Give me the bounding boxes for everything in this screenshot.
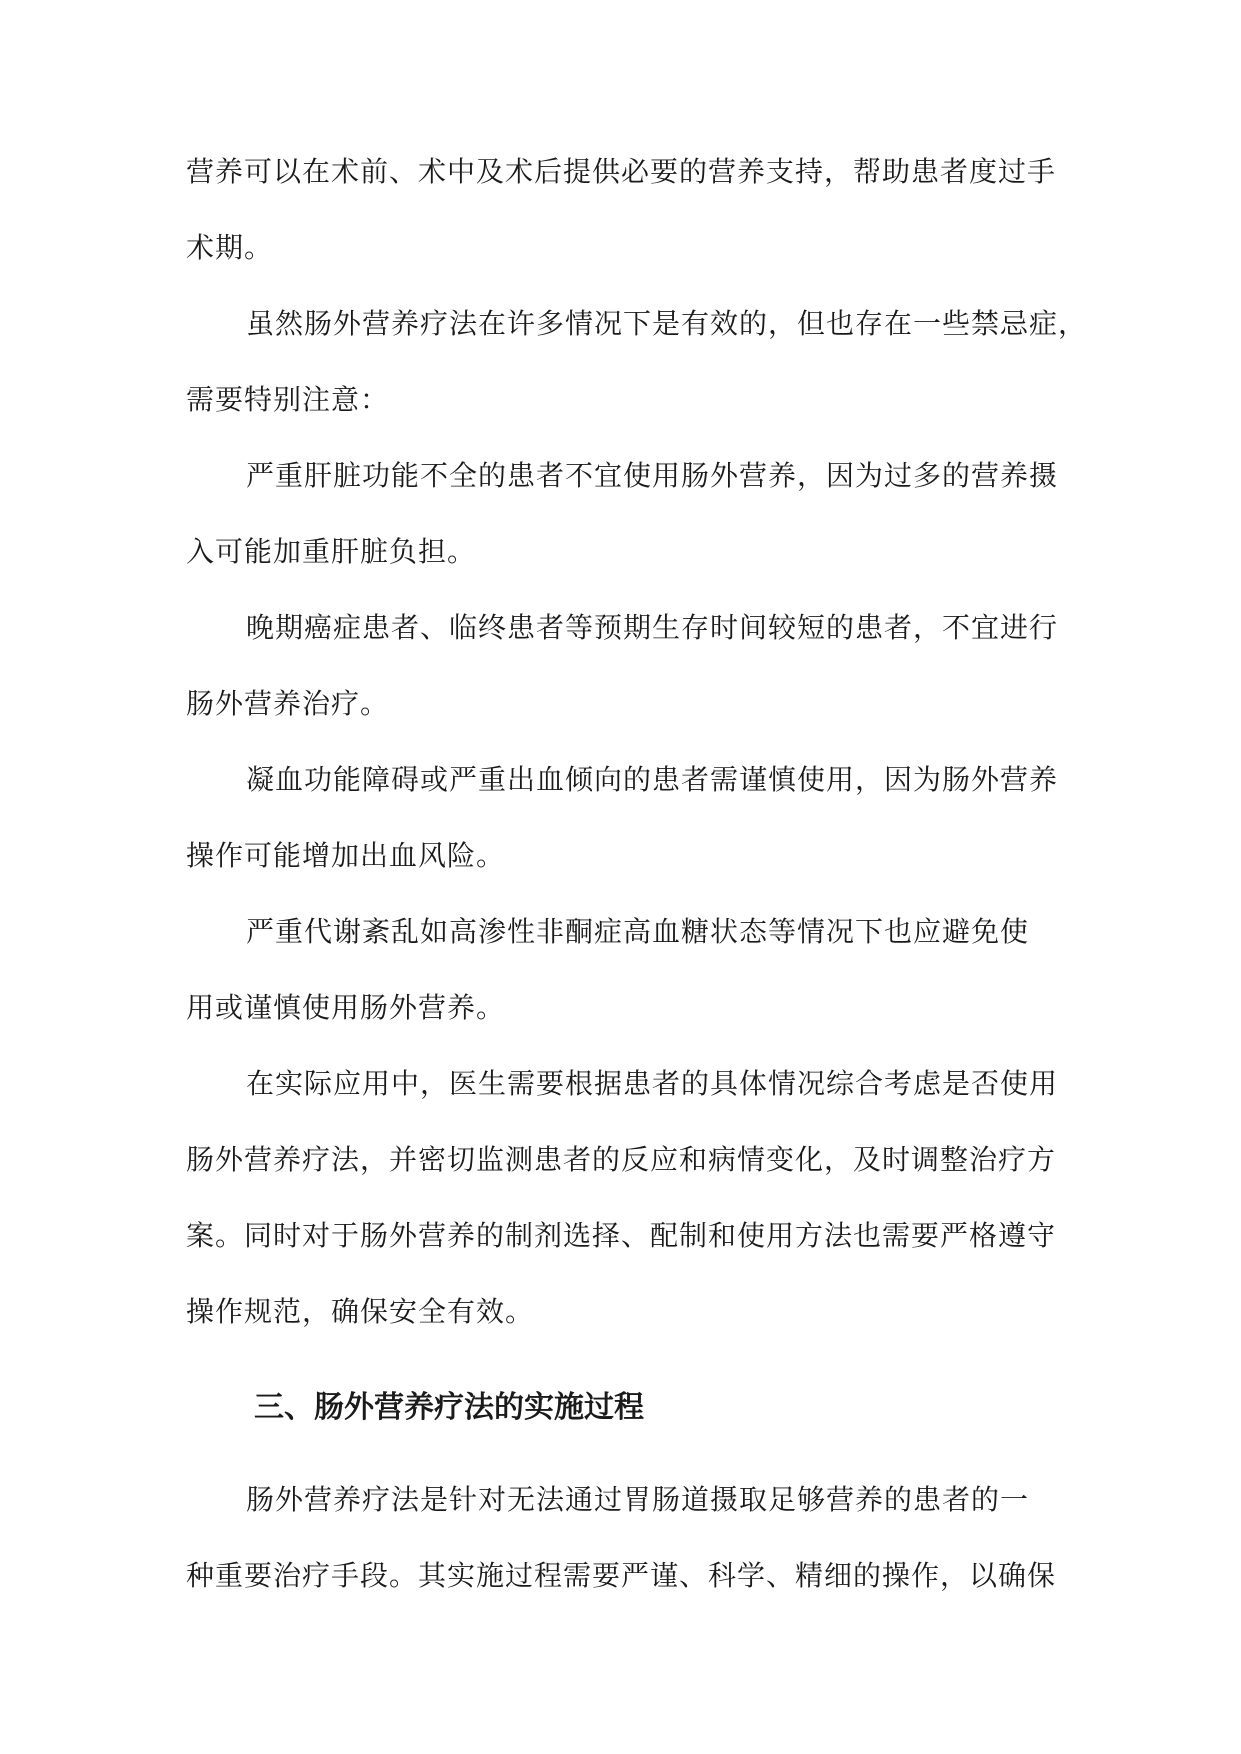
text-line: 营养可以在术前、术中及术后提供必要的营养支持，帮助患者度过手: [186, 155, 1057, 188]
paragraph-first-line: 严重代谢紊乱如高渗性非酮症高血糖状态等情况下也应避免使: [246, 915, 1030, 948]
paragraph-first-line: 肠外营养疗法是针对无法通过胃肠道摄取足够营养的患者的一: [246, 1483, 1030, 1516]
paragraph-first-line: 严重肝脏功能不全的患者不宜使用肠外营养，因为过多的营养摄: [246, 459, 1059, 492]
text-line: 肠外营养治疗。: [186, 687, 390, 720]
text-line: 需要特别注意：: [186, 383, 390, 416]
text-line: 操作规范，确保安全有效。: [186, 1295, 535, 1328]
paragraph-first-line: 虽然肠外营养疗法在许多情况下是有效的，但也存在一些禁忌症，: [246, 307, 1088, 340]
text-line: 入可能加重肝脏负担。: [186, 535, 477, 568]
text-line: 肠外营养疗法，并密切监测患者的反应和病情变化，及时调整治疗方: [186, 1143, 1057, 1176]
text-line: 案。同时对于肠外营养的制剂选择、配制和使用方法也需要严格遵守: [186, 1219, 1057, 1252]
paragraph-first-line: 晚期癌症患者、临终患者等预期生存时间较短的患者，不宜进行: [246, 611, 1059, 644]
text-line: 种重要治疗手段。其实施过程需要严谨、科学、精细的操作，以确保: [186, 1559, 1057, 1592]
paragraph-first-line: 在实际应用中，医生需要根据患者的具体情况综合考虑是否使用: [246, 1067, 1059, 1100]
text-line: 术期。: [186, 231, 274, 264]
section-heading: 三、肠外营养疗法的实施过程: [254, 1390, 644, 1425]
text-line: 用或谨慎使用肠外营养。: [186, 991, 506, 1024]
text-line: 操作可能增加出血风险。: [186, 839, 506, 872]
paragraph-first-line: 凝血功能障碍或严重出血倾向的患者需谨慎使用，因为肠外营养: [246, 763, 1059, 796]
